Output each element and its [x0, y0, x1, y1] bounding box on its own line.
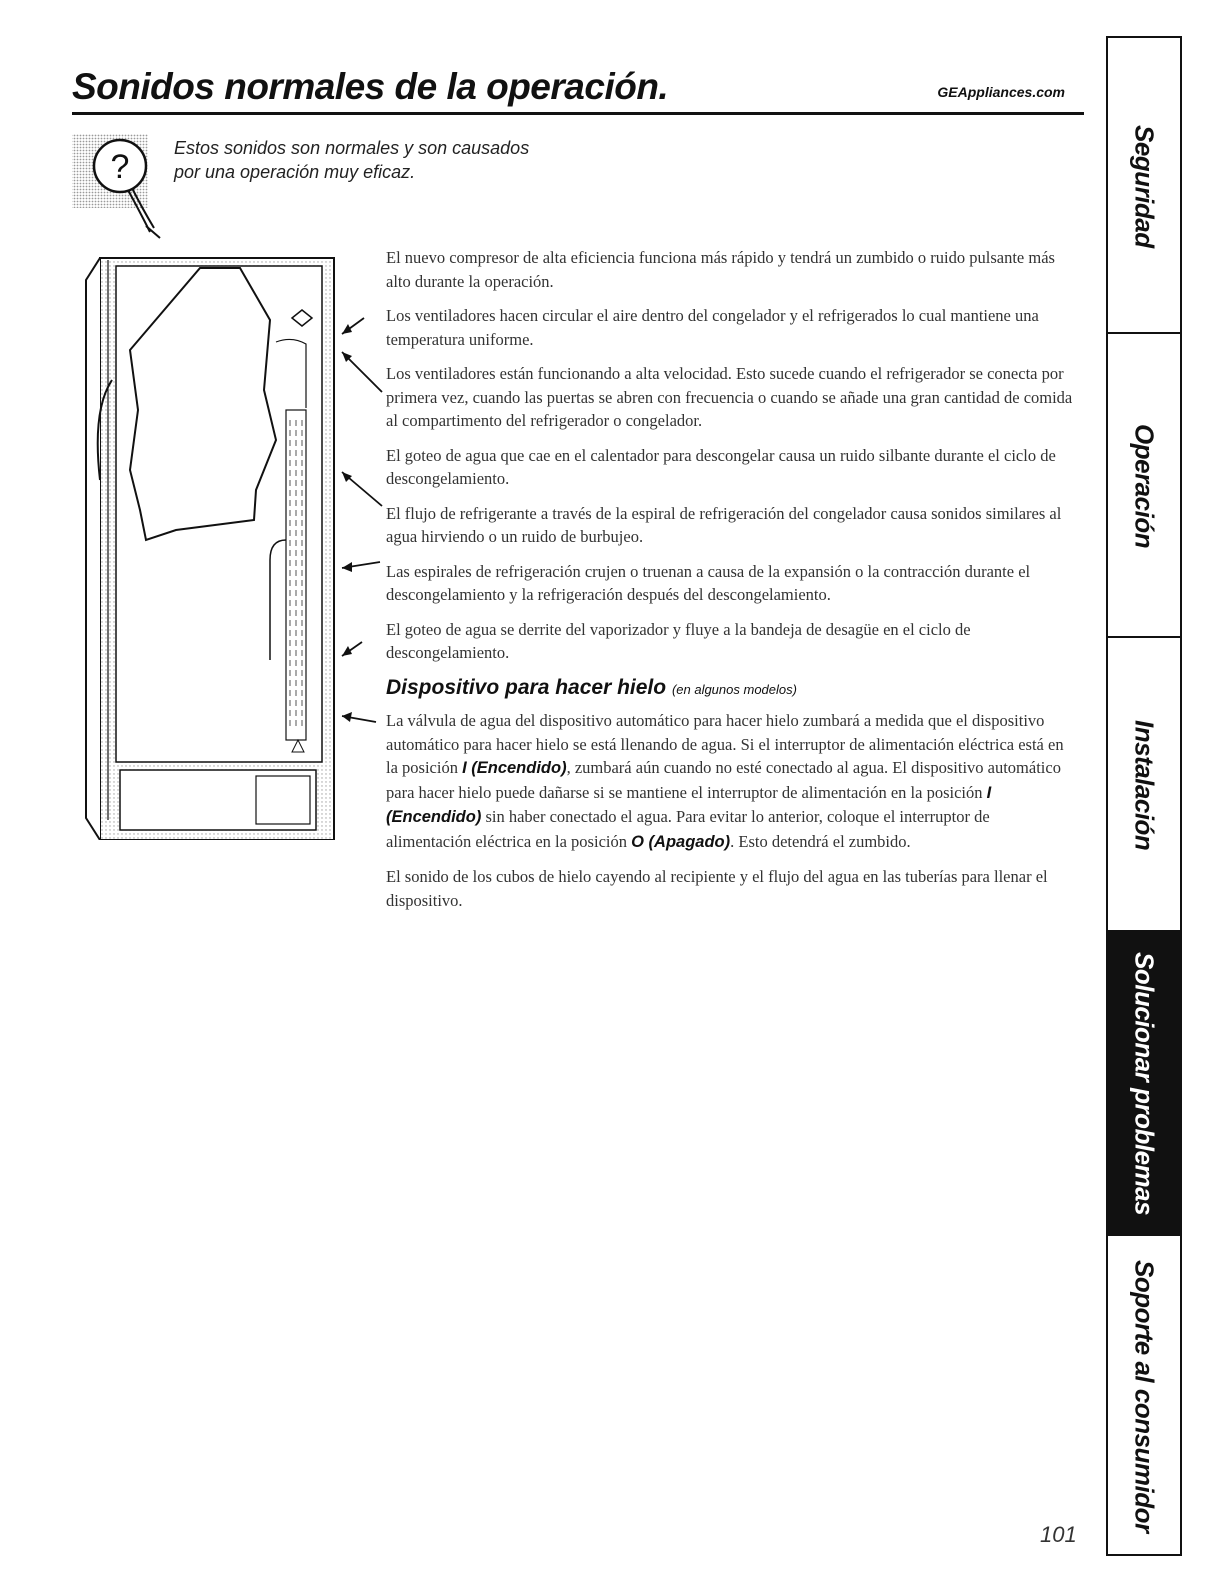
tab-label: Solucionar problemas	[1129, 952, 1160, 1216]
tab-label: Instalación	[1129, 719, 1160, 851]
page-title: Sonidos normales de la operación.	[72, 66, 669, 107]
header-rule	[72, 112, 1084, 115]
icemaker-heading-sub: (en algunos modelos)	[671, 681, 797, 697]
tab-label: Soporte al consumidor	[1129, 1259, 1160, 1533]
sound-coils-crack: Las espirales de refrigeración crujen o truenan a causa de la expansión o la contracción durante el descongelamiento y la refrigeración después del descongelamiento.	[386, 561, 1031, 604]
sound-water-drip: El goteo de agua se derrite del vaporizador y fluye a la bandeja de desagüe en el ciclo de descongelamiento.	[386, 619, 971, 662]
side-tabs	[1106, 36, 1182, 1556]
icemaker-p1-b: , zumbará aún cuando no esté conectado al agua. El dispositivo automático para hacer hielo puede dañarse si se mantiene el interruptor de alimentación en la posición	[386, 758, 1061, 802]
website-link[interactable]: GEAppliances.com	[937, 84, 1065, 100]
sound-compressor: El nuevo compresor de alta eficiencia funciona más rápido y tendrá un zumbido o ruido pulsante más alto durante la operación.	[386, 248, 1055, 291]
question-icon	[70, 128, 180, 248]
icemaker-p1-c: sin haber conectado el agua. Para evitar lo anterior, coloque el interruptor de alimentación eléctrica en la posición	[386, 807, 990, 851]
tab-label: Seguridad	[1129, 124, 1160, 248]
intro-text	[174, 136, 594, 184]
tab-solucionar-problemas[interactable]	[1108, 930, 1180, 1236]
tab-instalacion[interactable]	[1108, 636, 1180, 932]
off-label: O (Apagado)	[631, 832, 731, 851]
icemaker-heading-main: Dispositivo para hacer hielo	[386, 675, 667, 699]
svg-text:?: ?	[110, 148, 130, 186]
sound-defrost-heater: El goteo de agua que cae en el calentador para descongelar causa un ruido silbante durante el ciclo de descongelamiento.	[386, 445, 1056, 488]
tab-seguridad[interactable]	[1108, 36, 1180, 334]
intro-line-2: por una operación muy eficaz.	[174, 162, 416, 182]
sound-fans-high-speed: Los ventiladores están funcionando a alta velocidad. Esto sucede cuando el refrigerador se conecta por primera vez, cuando las puertas se abren con frecuencia o cuando se añade una gran cantidad de comida al compartimento del refrigerador o congelador.	[386, 364, 1073, 430]
tab-soporte-al-consumidor[interactable]	[1108, 1234, 1180, 1556]
body-text	[386, 246, 1076, 923]
icemaker-p1-a: La válvula de agua del dispositivo automático para hacer hielo zumbará a medida que el dispositivo automático para hacer hielo se está llenando de agua. Si el interruptor de alimentación eléctrica está en la posición	[386, 711, 1064, 777]
on-label: I (Encendido)	[462, 759, 567, 777]
icemaker-heading	[386, 676, 1076, 702]
icemaker-p1-d: . Esto detendrá el zumbido.	[730, 831, 911, 851]
sound-refrigerant-flow: El flujo de refrigerante a través de la espiral de refrigeración del congelador causa sonidos similares al agua hirviendo o un ruido de burbujeo.	[386, 503, 1062, 546]
page-number: 101	[1040, 1522, 1077, 1547]
icemaker-paragraph-1	[386, 709, 1076, 854]
tab-label: Operación	[1129, 423, 1160, 549]
refrigerator-illustration	[80, 240, 390, 840]
icemaker-paragraph-2: El sonido de los cubos de hielo cayendo al recipiente y el flujo del agua en las tuberías para llenar el dispositivo.	[386, 867, 1048, 910]
sound-fans-circulate: Los ventiladores hacen circular el aire dentro del congelador y el refrigerados lo cual mantiene una temperatura uniforme.	[386, 306, 1039, 349]
on-label: I (Encendido)	[386, 783, 992, 826]
intro-line-1: Estos sonidos son normales y son causados	[174, 138, 530, 158]
tab-operacion[interactable]	[1108, 332, 1180, 638]
side-tabs-bottom-rule	[1108, 1554, 1180, 1556]
